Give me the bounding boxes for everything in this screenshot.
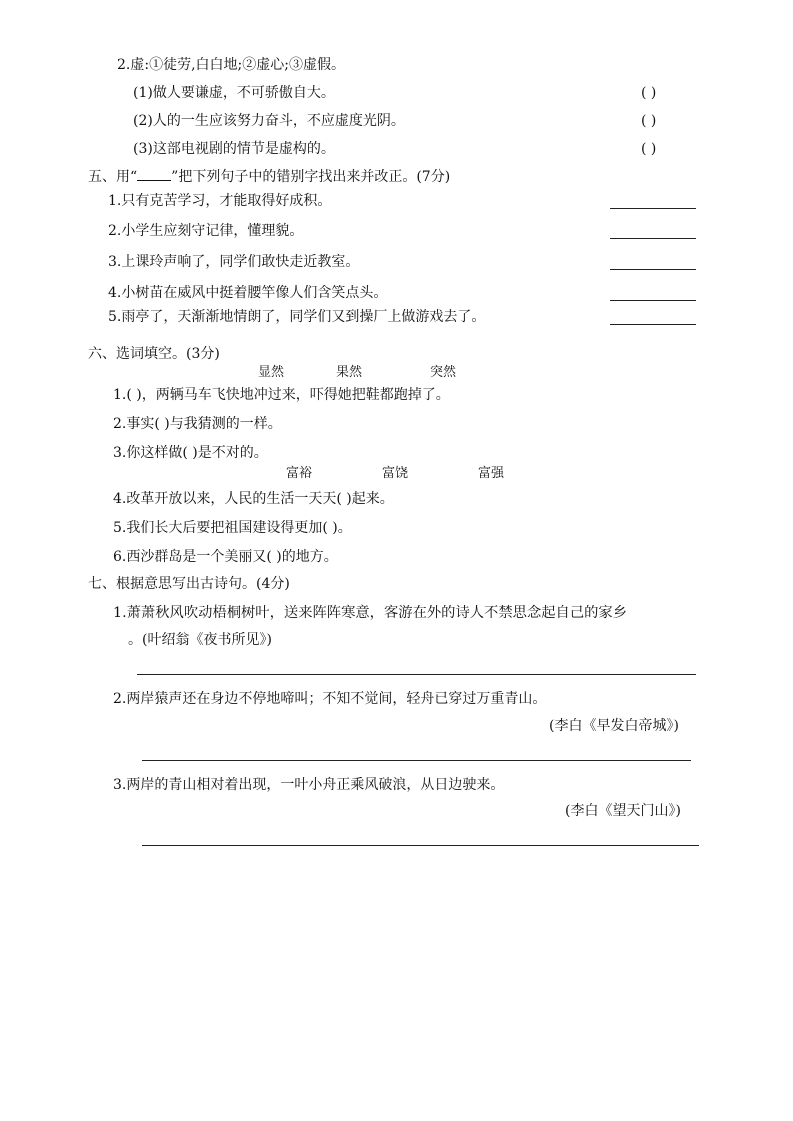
word-option-1: 显然	[258, 365, 285, 380]
s5-item-2: 2.小学生应刻守记律，懂理貌。	[108, 223, 304, 239]
s6-item-3: 3.你这样做( )是不对的。	[113, 445, 268, 461]
s5-item-3: 3.上课玲声响了，同学们敢快走近教室。	[108, 254, 360, 270]
s6-item-6: 6.西沙群岛是一个美丽又( )的地方。	[113, 549, 338, 565]
s5-answer-line-2[interactable]	[610, 238, 696, 239]
section-5-title	[88, 168, 450, 186]
s7-answer-line-3[interactable]	[142, 845, 699, 846]
s5-item-5: 5.雨亭了，天渐渐地情朗了，同学们又到操厂上做游戏去了。	[108, 309, 486, 325]
q2-answer-1[interactable]: ( )	[641, 85, 657, 101]
s7-item-2-source: (李白《早发白帝城》)	[549, 718, 679, 734]
q2-title: 2.虚:①徒劳,白白地;②虚心;③虚假。	[117, 57, 345, 73]
section-5-title-post: ”把下列句子中的错别字找出来并改正。(7分)	[171, 169, 451, 185]
word-option-5: 富饶	[382, 466, 409, 481]
word-option-3: 突然	[430, 365, 457, 380]
word-option-6: 富强	[478, 466, 505, 481]
q2-answer-2[interactable]: ( )	[641, 113, 657, 129]
section-6-title: 六、选词填空。(3分)	[88, 346, 220, 362]
s6-item-4: 4.改革开放以来，人民的生活一天天( )起来。	[113, 491, 394, 507]
s7-item-1-line-1: 1.萧萧秋风吹动梧桐树叶，送来阵阵寒意，客游在外的诗人不禁思念起自己的家乡	[113, 605, 628, 621]
section-7-title: 七、根据意思写出古诗句。(4分)	[88, 576, 290, 592]
s7-answer-line-2[interactable]	[142, 760, 691, 761]
s6-item-1: 1.( )，两辆马车飞快地冲过来，吓得她把鞋都跑掉了。	[113, 387, 450, 403]
q2-item-1: (1)做人要谦虚，不可骄傲自大。	[133, 85, 335, 101]
q2-answer-3[interactable]: ( )	[641, 141, 657, 157]
s6-item-2: 2.事实( )与我猜测的一样。	[113, 416, 282, 432]
s7-item-3: 3.两岸的青山相对着出现，一叶小舟正乘风破浪，从日边驶来。	[113, 777, 505, 793]
word-option-2: 果然	[336, 365, 363, 380]
s5-item-4: 4.小树苗在威风中挺着腰竿像人们含笑点头。	[108, 285, 388, 301]
s5-answer-line-4[interactable]	[610, 300, 696, 301]
s5-answer-line-5[interactable]	[610, 324, 696, 325]
underline-sample	[137, 168, 171, 181]
s5-answer-line-1[interactable]	[610, 208, 696, 209]
q2-item-3: (3)这部电视剧的情节是虚构的。	[133, 141, 335, 157]
word-option-4: 富裕	[286, 466, 313, 481]
s5-answer-line-3[interactable]	[610, 269, 696, 270]
section-5-title-pre: 五、用“	[88, 169, 138, 185]
s7-item-1-line-2: 。(叶绍翁《夜书所见》)	[128, 632, 272, 648]
s7-item-3-source: (李白《望天门山》)	[565, 803, 681, 819]
s5-item-1: 1.只有克苦学习，才能取得好成积。	[108, 193, 332, 209]
s7-item-2: 2.两岸猿声还在身边不停地啼叫；不知不觉间，轻舟已穿过万重青山。	[113, 691, 547, 707]
q2-item-2: (2)人的一生应该努力奋斗，不应虚度光阴。	[133, 113, 405, 129]
s7-answer-line-1[interactable]	[137, 674, 696, 675]
s6-item-5: 5.我们长大后要把祖国建设得更加( )。	[113, 520, 352, 536]
